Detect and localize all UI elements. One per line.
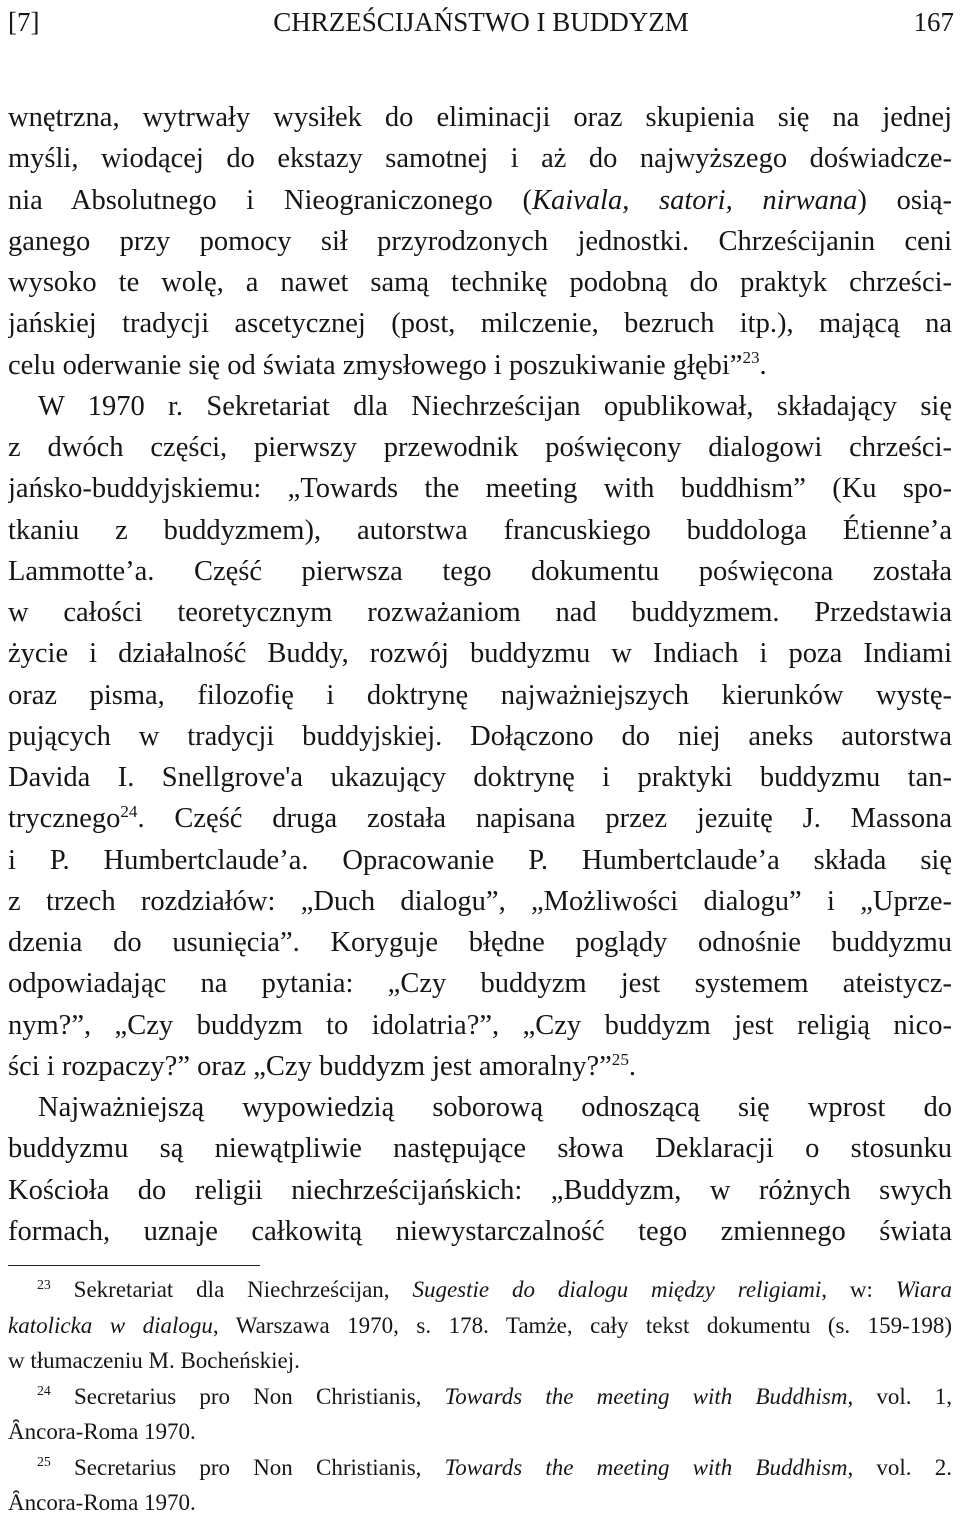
text-line: i P. Humbertclaude’a. Opracowanie P. Humbertclaude’a składa się	[8, 844, 952, 876]
text-span: , vol. 2.	[847, 1454, 952, 1480]
text-line	[8, 1046, 952, 1087]
text-span: Secretarius pro Non Christianis,	[50, 1383, 445, 1409]
text-line: w całości teoretycznym rozważaniom nad buddyzmem. Przedstawia	[8, 597, 952, 628]
section-number: [7]	[8, 7, 40, 37]
body-text	[8, 97, 952, 1252]
footnote-line	[8, 1450, 952, 1486]
running-title: CHRZEŚCIJAŃSTWO I BUDDYZM	[273, 7, 689, 37]
text-span: ści i rozpaczy?” oraz „Czy buddyzm jest amoralny?”	[8, 1050, 612, 1082]
text-line: oraz pisma, filozofię i doktrynę najważniejszych kierunków wystę-	[8, 679, 952, 711]
text-line: Kościoła do religii niechrześcijańskich: „Buddyzm, w różnych swych	[8, 1174, 952, 1206]
text-span: .	[759, 349, 767, 381]
text-line: jańsko-buddyjskiemu: „Towards the meeting with buddhism” (Ku spo-	[8, 473, 952, 505]
footnote-line: w tłumaczeniu M. Bocheńskiej.	[8, 1348, 300, 1373]
footnote-title: Towards the meeting with Buddhism	[444, 1383, 848, 1409]
text-line	[8, 345, 952, 386]
text-line: ganego przy pomocy sił przyrodzonych jednostki. Chrześcijanin ceni	[8, 225, 952, 257]
text-line: z trzech rozdziałów: „Duch dialogu”, „Możliwości dialogu” i „Uprze-	[8, 885, 952, 917]
text-line	[8, 798, 952, 839]
footnote-number: 24	[37, 1383, 51, 1399]
running-header	[8, 2, 954, 42]
footnote-line	[8, 1308, 952, 1344]
footnote-23	[8, 1272, 952, 1379]
text-line	[8, 180, 952, 221]
text-line: dzenia do usunięcia”. Koryguje błędne poglądy odnośnie buddyzmu	[8, 927, 952, 958]
sanskrit-terms: Kaivala, satori, nirwana	[531, 184, 858, 216]
text-line: Lammotte’a. Część pierwsza tego dokumentu poświęcona została	[8, 555, 952, 587]
text-line: odpowiadając na pytania: „Czy buddyzm jest systemem ateistycz-	[8, 968, 952, 1000]
text-span: .	[628, 1050, 636, 1082]
text-line: pujących w tradycji buddyjskiej. Dołączono do niej aneks autorstwa	[8, 720, 952, 752]
text-line: formach, uznaje całkowitą niewystarczalność tego zmiennego świata	[8, 1215, 952, 1247]
footnote-title: Wiara	[895, 1277, 952, 1302]
text-span: , Warszawa 1970, s. 178. Tamże, cały tekst dokumentu (s. 159-198)	[212, 1312, 952, 1338]
footnote-ref-23[interactable]: 23	[742, 348, 760, 368]
text-line: życie i działalność Buddy, rozwój buddyzmu w Indiach i poza Indiami	[8, 638, 952, 670]
footnote-number: 23	[37, 1276, 51, 1292]
footnote-separator	[8, 1265, 260, 1266]
text-line: tkaniu z buddyzmem), autorstwa francuskiego buddologa Étienne’a	[8, 514, 952, 546]
footnote-ref-25[interactable]: 25	[611, 1049, 629, 1069]
text-line: W 1970 r. Sekretariat dla Niechrześcijan opublikował, składający się	[38, 390, 952, 422]
text-span: nia Absolutnego i Nieograniczonego (	[8, 184, 532, 216]
footnote-ref-24[interactable]: 24	[120, 802, 138, 821]
text-span: Secretarius pro Non Christianis,	[50, 1454, 445, 1480]
text-line: jańskiej tradycji ascetycznej (post, milczenie, bezruch itp.), mającą na	[8, 308, 952, 340]
text-line: Najważniejszą wypowiedzią soborową odnoszącą się wprost do	[38, 1092, 952, 1123]
text-line: myśli, wiodącej do ekstazy samotnej i aż do najwyższego doświadcze-	[8, 143, 952, 175]
text-line: nym?”, „Czy buddyzm to idolatria?”, „Czy buddyzm jest religią nico-	[8, 1009, 952, 1041]
text-line: Davida I. Snellgrove'a ukazujący doktrynę i praktyki buddyzmu tan-	[8, 762, 952, 793]
footnote-25	[8, 1450, 952, 1521]
text-span: . Część druga została napisana przez jezuitę J. Massona	[137, 803, 952, 835]
footnote-line: Ȃncora-Roma 1970.	[8, 1419, 196, 1444]
footnotes	[8, 1272, 952, 1521]
text-line: z dwóch części, pierwszy przewodnik poświęcony dialogowi chrześci-	[8, 432, 952, 463]
text-span: Sekretariat dla Niechrześcijan,	[50, 1277, 413, 1302]
footnote-title: Sugestie do dialogu między religiami	[412, 1277, 822, 1302]
text-span: , vol. 1,	[847, 1383, 952, 1409]
footnote-number: 25	[37, 1454, 51, 1470]
footnote-line: Ȃncora-Roma 1970.	[8, 1490, 196, 1515]
footnote-line	[8, 1272, 952, 1308]
page-number: 167	[913, 7, 954, 37]
text-line: wnętrzna, wytrwały wysiłek do eliminacji oraz skupienia się na jednej	[8, 102, 952, 133]
text-span: celu oderwanie się od świata zmysłowego i poszukiwanie głębi”	[8, 349, 743, 381]
text-span: , w:	[821, 1277, 896, 1302]
footnote-title: Towards the meeting with Buddhism	[444, 1454, 848, 1480]
footnote-24	[8, 1379, 952, 1450]
footnote-line	[8, 1379, 952, 1415]
text-span: trycznego	[8, 803, 121, 835]
text-line: wysoko te wolę, a nawet samą technikę podobną do praktyk chrześci-	[8, 267, 952, 298]
text-span: ) osią-	[857, 184, 952, 216]
footnote-title: katolicka w dialogu	[8, 1312, 213, 1338]
text-line: buddyzmu są niewątpliwie następujące słowa Deklaracji o stosunku	[8, 1133, 952, 1165]
